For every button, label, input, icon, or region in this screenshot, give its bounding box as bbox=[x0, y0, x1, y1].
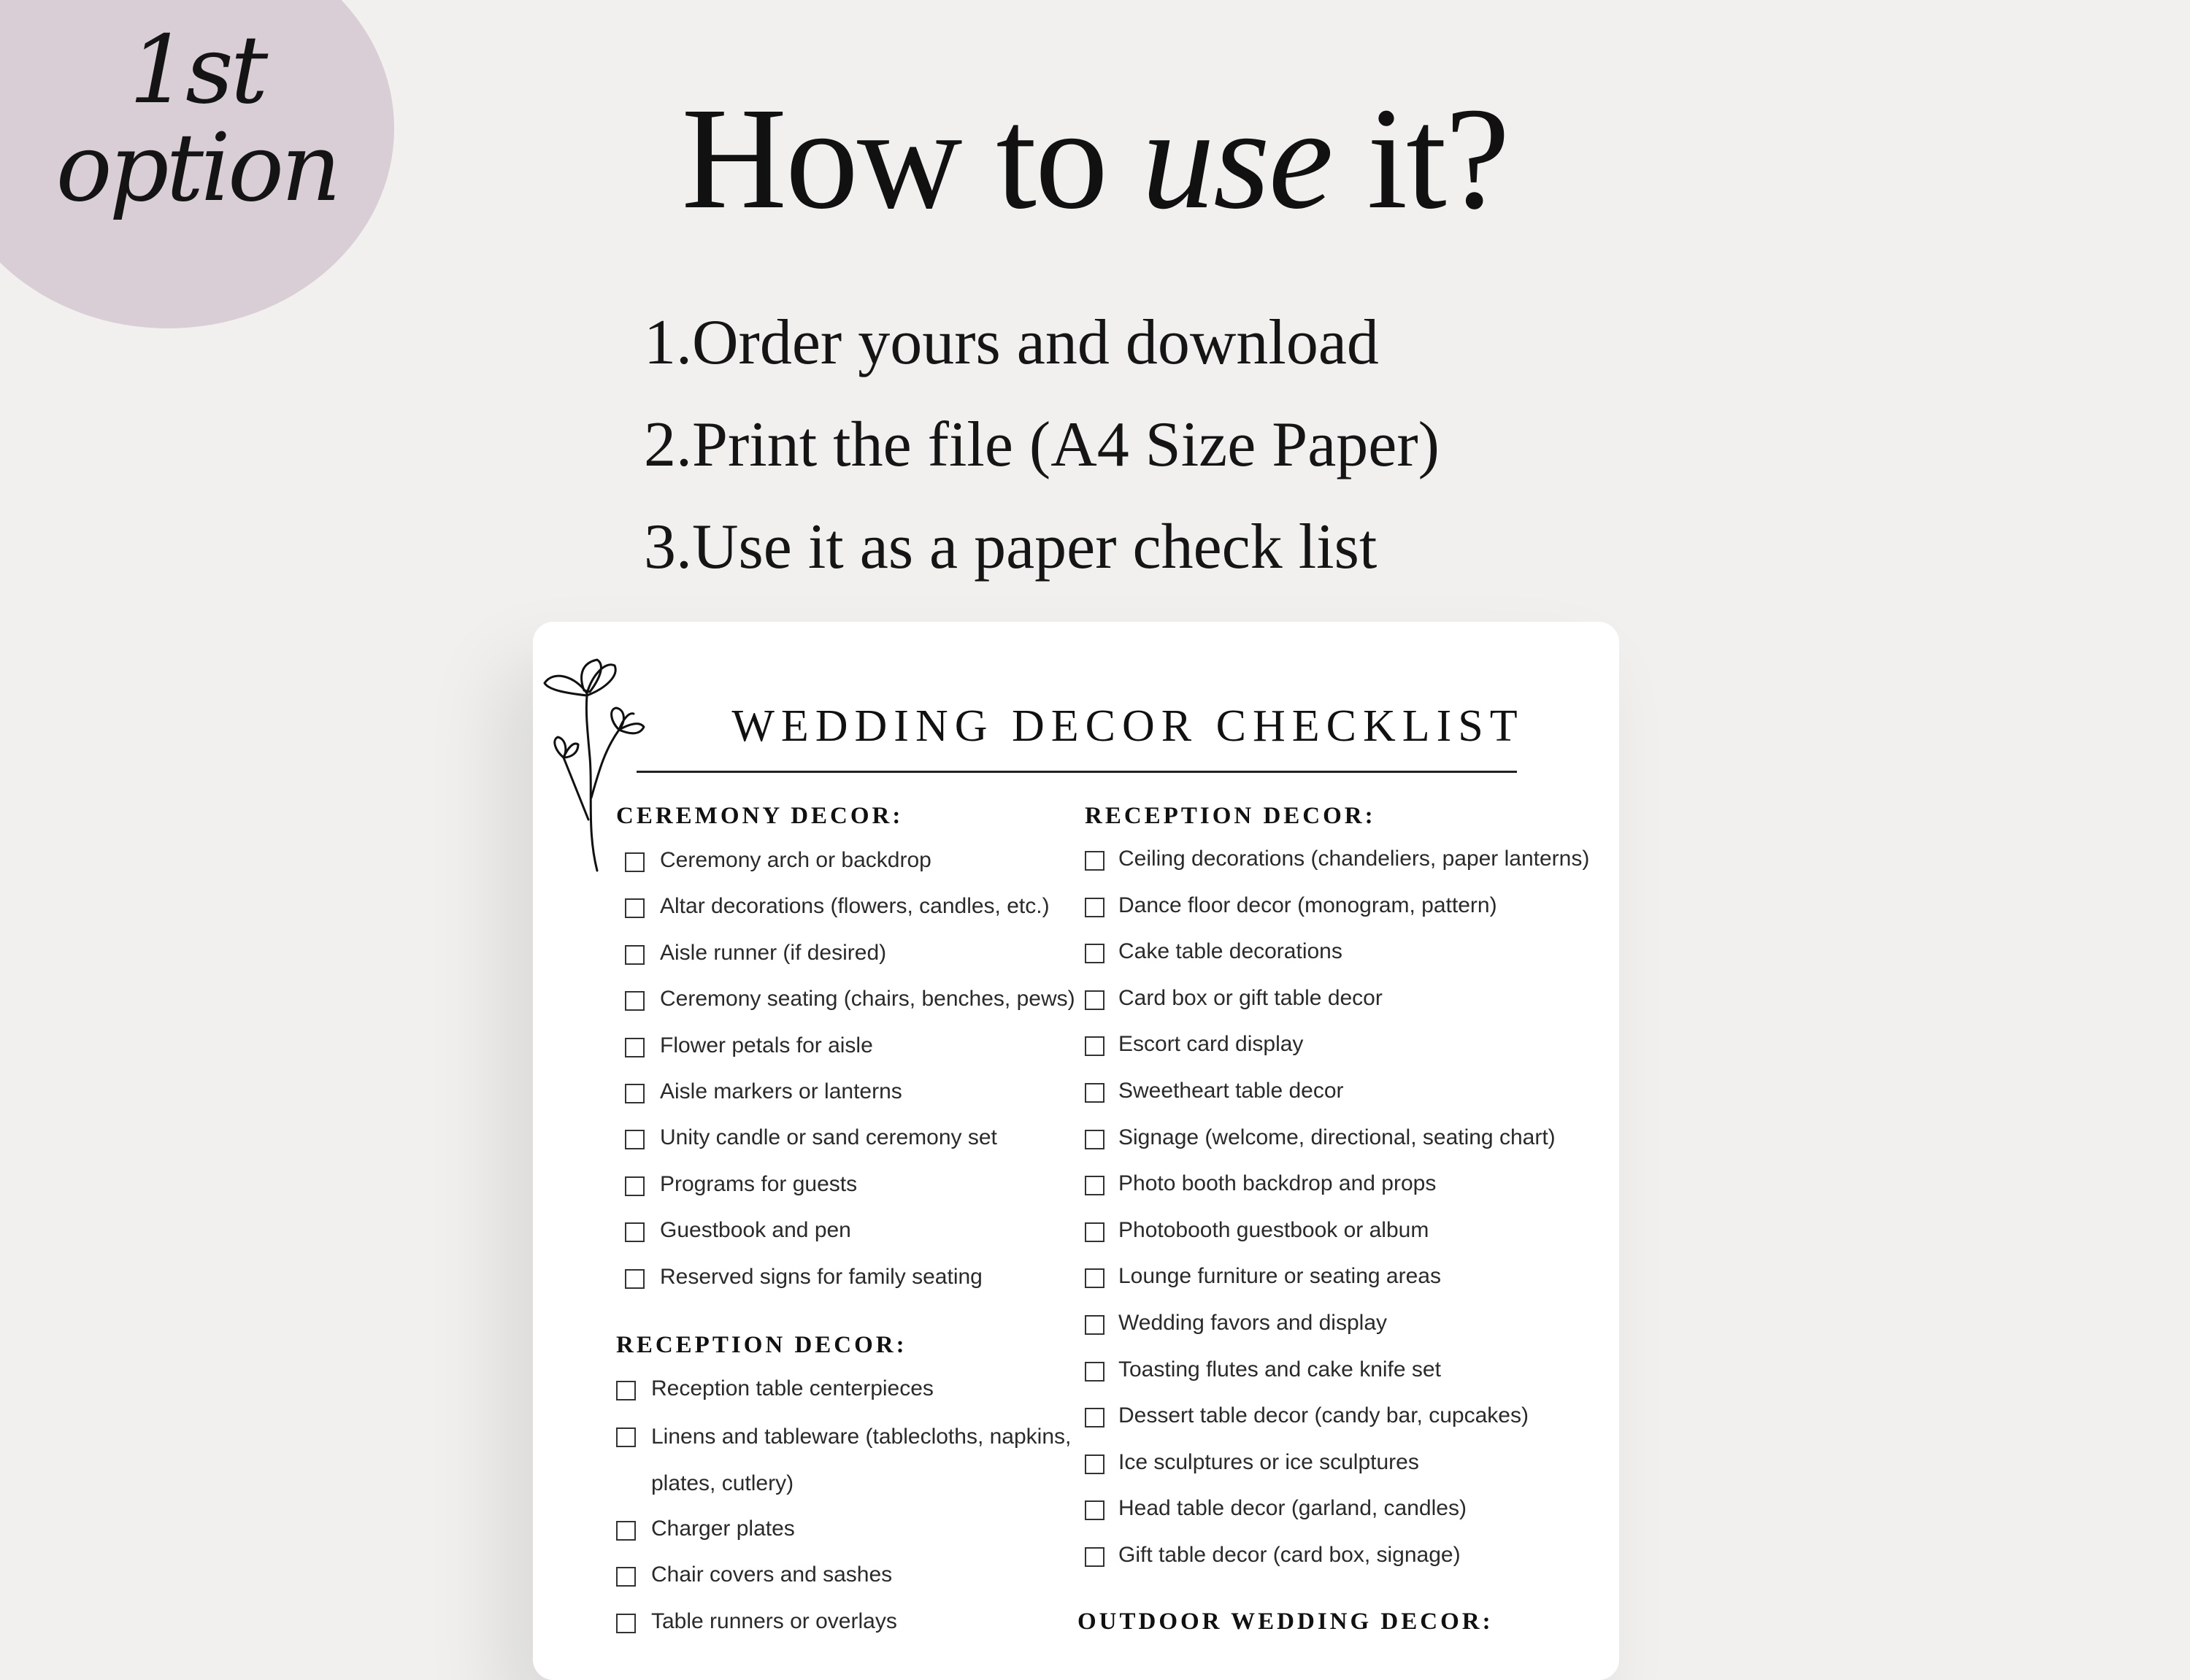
checkbox[interactable] bbox=[616, 1381, 636, 1400]
flower-bud-right bbox=[612, 708, 624, 730]
checkbox[interactable] bbox=[625, 852, 645, 872]
step-2: 2.Print the file (A4 Size Paper) bbox=[644, 409, 1440, 480]
instruction-steps bbox=[644, 292, 1440, 598]
checkbox[interactable] bbox=[625, 991, 645, 1011]
flower-branch-right bbox=[591, 730, 619, 798]
checklist-title: WEDDING DECOR CHECKLIST bbox=[731, 701, 1524, 751]
checkbox[interactable] bbox=[1085, 1036, 1104, 1056]
step-1: 1.Order yours and download bbox=[644, 307, 1379, 378]
outdoor-wedding-decor-heading: OUTDOOR WEDDING DECOR: bbox=[1077, 1608, 1494, 1635]
flower-illustration bbox=[539, 648, 670, 874]
title-divider bbox=[637, 771, 1517, 773]
checkbox[interactable] bbox=[1085, 1408, 1104, 1427]
badge-line-1: 1st bbox=[128, 16, 266, 125]
checkbox[interactable] bbox=[616, 1614, 636, 1633]
checkbox[interactable] bbox=[1085, 990, 1104, 1010]
checkbox[interactable] bbox=[625, 1130, 645, 1149]
checkbox[interactable] bbox=[625, 945, 645, 965]
headline-part-2: it? bbox=[1332, 78, 1509, 239]
checkbox[interactable] bbox=[1085, 1315, 1104, 1335]
checkbox[interactable] bbox=[625, 1176, 645, 1196]
page-headline bbox=[0, 79, 2190, 239]
checkbox[interactable] bbox=[616, 1567, 636, 1587]
checkbox[interactable] bbox=[616, 1427, 636, 1447]
checkbox[interactable] bbox=[1085, 1362, 1104, 1382]
checkbox[interactable] bbox=[625, 898, 645, 918]
step-3: 3.Use it as a paper check list bbox=[644, 512, 1378, 582]
checkbox[interactable] bbox=[1085, 1500, 1104, 1520]
checkbox[interactable] bbox=[1085, 1547, 1104, 1567]
checkbox[interactable] bbox=[1085, 944, 1104, 963]
flower-branch-left bbox=[564, 758, 588, 820]
checkbox[interactable] bbox=[1085, 851, 1104, 871]
badge-line-2: option bbox=[55, 114, 339, 223]
checkbox[interactable] bbox=[1085, 1268, 1104, 1288]
headline-part-1: How to bbox=[681, 78, 1142, 239]
headline-emphasis: use bbox=[1141, 78, 1332, 239]
checkbox[interactable] bbox=[1085, 898, 1104, 917]
checkbox[interactable] bbox=[1085, 1176, 1104, 1195]
ceremony-decor-heading: CEREMONY DECOR: bbox=[616, 803, 904, 829]
checkbox[interactable] bbox=[1085, 1454, 1104, 1474]
checkbox[interactable] bbox=[625, 1084, 645, 1103]
checkbox[interactable] bbox=[625, 1269, 645, 1289]
checkbox[interactable] bbox=[1085, 1130, 1104, 1149]
flower-petal-top-back bbox=[582, 660, 602, 692]
reception-decor-heading-right: RECEPTION DECOR: bbox=[1085, 803, 1376, 829]
checkbox[interactable] bbox=[625, 1038, 645, 1057]
reception-decor-heading-left: RECEPTION DECOR: bbox=[616, 1332, 907, 1358]
checkbox[interactable] bbox=[616, 1521, 636, 1541]
checklist-sheet: WEDDING DECOR CHECKLIST CEREMONY DECOR: Ceremony arch or backdrop Altar decorations (flowers, candles, etc.) Aisle runner (if desired) Ceremony seating (chairs, benches, pews) Flower petals for aisle Aisle markers or lanterns Unity candle or sand ceremony set Programs for guests Guestbook and pen Reserved signs for family seating RECEPTION DECOR: Reception table centerpieces Linens and tableware (tablecloths, napkins, plates, cutlery) Charger plates Chair covers and sashes Table runners or overlays RECEPTION DECOR: Ceiling decorations (chandeliers, paper lanterns) Dance floor decor (monogram, pattern) Cake table decorations Card box or gift table decor Escort card display Sweetheart table decor Signage (welcome, directional, seating chart) Photo booth backdrop and props Photobooth guestbook or album Lounge furniture or seating areas Wedding favors and display Toasting flutes and cake knife set Dessert table decor (candy bar, cupcakes) Ice sculptures or ice sculptures Head table decor (garland, candles) Gift table decor (card box, signage) OUTDOOR WEDDING DECOR: bbox=[533, 622, 1619, 1680]
checkbox[interactable] bbox=[625, 1222, 645, 1242]
checkbox[interactable] bbox=[1085, 1083, 1104, 1103]
checkbox[interactable] bbox=[1085, 1222, 1104, 1242]
